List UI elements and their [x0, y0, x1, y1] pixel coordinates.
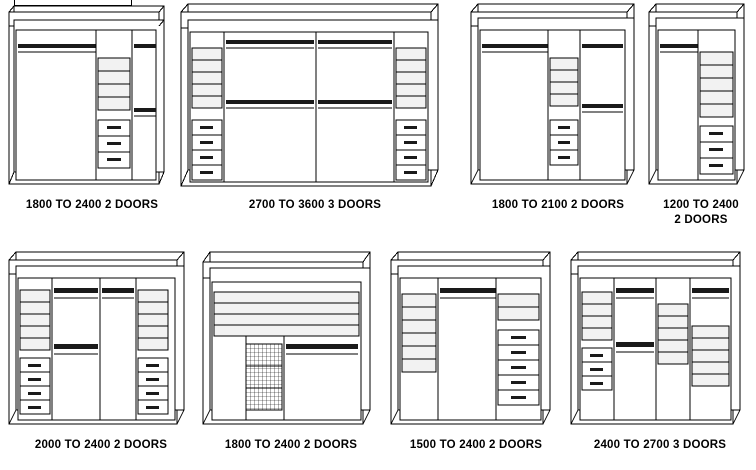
figure-cell-2: [180, 0, 450, 211]
fig-1: [8, 0, 176, 190]
figure-caption-8: 2400 TO 2700 3 DOORS: [593, 439, 727, 451]
figure-cell-3: [470, 0, 646, 211]
figure-cell-7: [390, 248, 562, 451]
figure-caption-5: 2000 TO 2400 2 DOORS: [34, 439, 168, 451]
figure-cell-8: [570, 248, 750, 451]
fig-7: [390, 248, 562, 430]
figure-caption-4-line1: 1200 TO 2400: [663, 199, 739, 211]
figure-caption-3: 1800 TO 2100 2 DOORS: [491, 199, 625, 211]
fig-6: [202, 248, 380, 430]
fig-3: [470, 0, 646, 190]
figure-caption-2: 2700 TO 3600 3 DOORS: [248, 199, 382, 211]
figure-cell-6: [202, 248, 380, 451]
figure-cell-1: [8, 0, 176, 211]
figure-row-bottom: [0, 248, 756, 470]
figure-row-top: [0, 0, 756, 232]
fig-5: [8, 248, 194, 430]
fig-2: [180, 0, 450, 190]
figure-cell-4: [648, 0, 754, 226]
figure-caption-4-line2: 2 DOORS: [674, 214, 728, 226]
fig-4: [648, 0, 754, 190]
figure-caption-7: 1500 TO 2400 2 DOORS: [409, 439, 543, 451]
figure-caption-6: 1800 TO 2400 2 DOORS: [224, 439, 358, 451]
figure-caption-1: 1800 TO 2400 2 DOORS: [25, 199, 159, 211]
figure-cell-5: [8, 248, 194, 451]
fig-8: [570, 248, 750, 430]
